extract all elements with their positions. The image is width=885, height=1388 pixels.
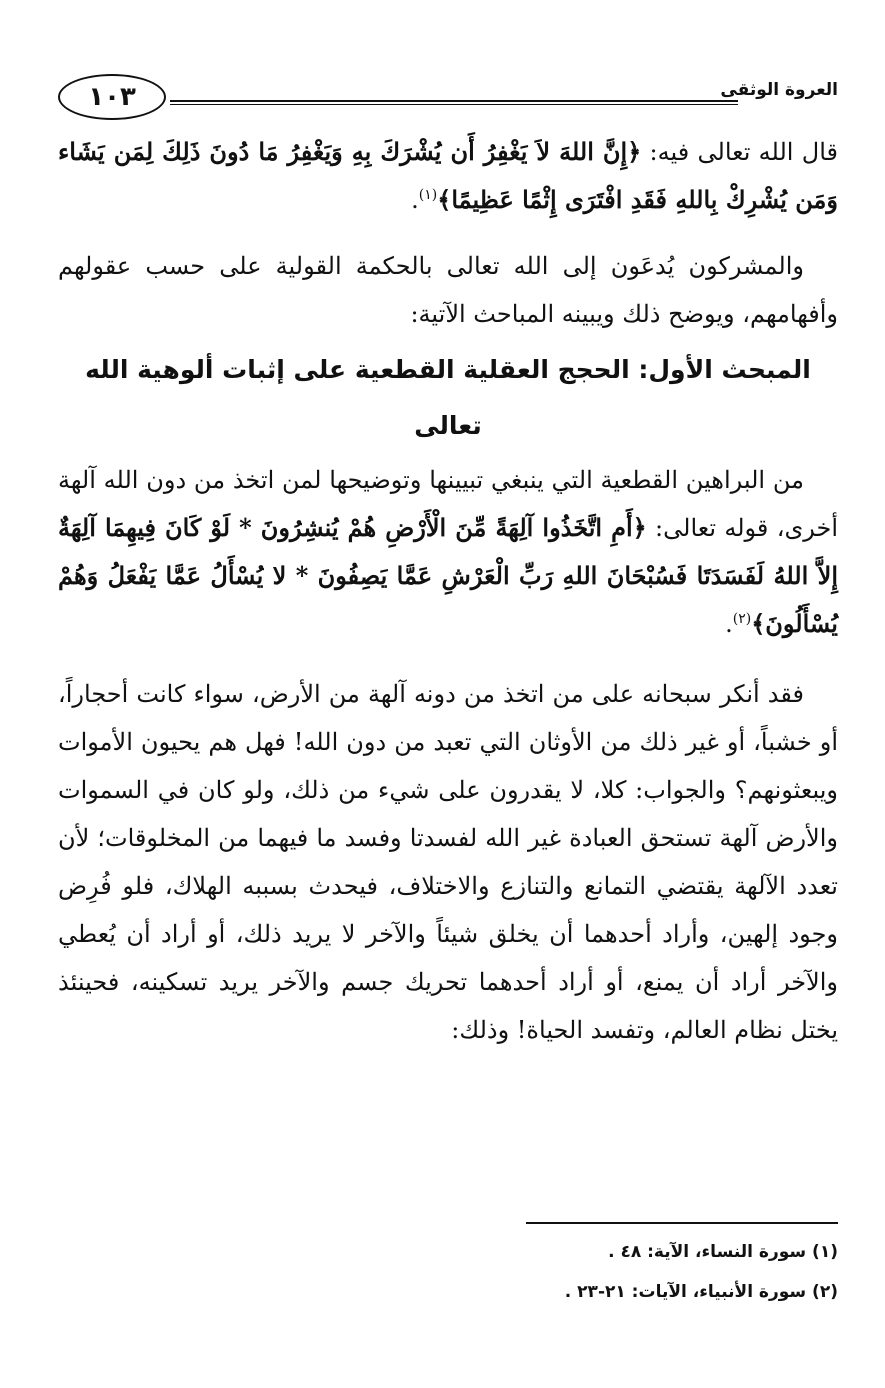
book-page — [58, 60, 838, 1360]
header-rule — [170, 100, 738, 105]
paragraph-1-intro: قال الله تعالى فيه: — [641, 138, 838, 166]
section-heading: المبحث الأول: الحجج العقلية القطعية على إثبات ألوهية الله تعالى — [85, 355, 811, 440]
quran-verse-1: ﴿إِنَّ اللهَ لاَ يَغْفِرُ أَن يُشْرَكَ بِهِ وَيَغْفِرُ مَا دُونَ ذَلِكَ لِمَن يَشَاء وَمَن يُشْرِكْ بِاللهِ فَقَدِ افْتَرَى إِثْمًا عَظِيمًا﴾ — [58, 137, 838, 214]
footnote-2: (٢) سورة الأنبياء، الآيات: ٢١-٢٣ . — [564, 1282, 838, 1302]
paragraph-4: فقد أنكر سبحانه على من اتخذ من دونه آلهة من الأرض، سواء كانت أحجاراً، أو خشباً، أو غير ذلك من الأوثان التي تعبد من دون الله! فهل هم يحيون الأموات ويبعثونهم؟ والجواب: كلا، لا يقدرون على شيء من ذلك، ولو كان في السموات والأرض آلهة تستحق العبادة غير الله لفسدتا وفسد ما فيهما من المخلوقات؛ لأن تعدد الآلهة يقتضي التمانع والتنازع والاختلاف، فيحدث بسببه الهلاك، فلو فُرِض وجود إلهين، وأراد أحدهما أن يخلق شيئاً والآخر لا يريد ذلك، أو أراد أن يُعطي والآخر أراد أن يمنع، أو أراد أحدهما تحريك جسم والآخر يريد تسكينه، فحينئذ يختل نظام العالم، وتفسد الحياة! وذلك: — [58, 680, 838, 1044]
footnotes — [58, 1232, 838, 1312]
paragraph-3-end: . — [725, 610, 733, 638]
main-text — [58, 128, 838, 1054]
paragraph-3-intro: من البراهين القطعية التي ينبغي تبيينها وتوضيحها لمن اتخذ من دون الله آلهة أخرى، قوله تعالى: — [58, 466, 839, 542]
running-title: العروة الوثقى — [720, 80, 838, 100]
footnote-rule — [526, 1222, 838, 1224]
page-number: ١٠٣ — [58, 74, 166, 120]
quran-verse-2: ﴿أَمِ اتَّخَذُوا آلِهَةً مِّنَ الْأَرْضِ هُمْ يُنشِرُونَ * لَوْ كَانَ فِيهِمَا آلِهَةٌ إِلاَّ اللهُ لَفَسَدَتَا فَسُبْحَانَ اللهِ رَبِّ الْعَرْشِ عَمَّا يَصِفُونَ * لا يُسْأَلُ عَمَّا يَفْعَلُ وَهُمْ يُسْأَلُونَ﴾ — [58, 513, 838, 638]
footnote-1: (١) سورة النساء، الآية: ٤٨ . — [608, 1242, 838, 1262]
paragraph-3 — [58, 456, 838, 648]
paragraph-1-end: . — [411, 186, 419, 214]
paragraph-2: والمشركون يُدعَون إلى الله تعالى بالحكمة القولية على حسب عقولهم وأفهامهم، ويوضح ذلك ويبينه المباحث الآتية: — [58, 252, 838, 328]
footnote-ref-2: (٢) — [732, 611, 752, 627]
footnote-ref-1: (١) — [418, 187, 438, 203]
page-header — [58, 74, 838, 124]
paragraph-1 — [58, 128, 838, 224]
